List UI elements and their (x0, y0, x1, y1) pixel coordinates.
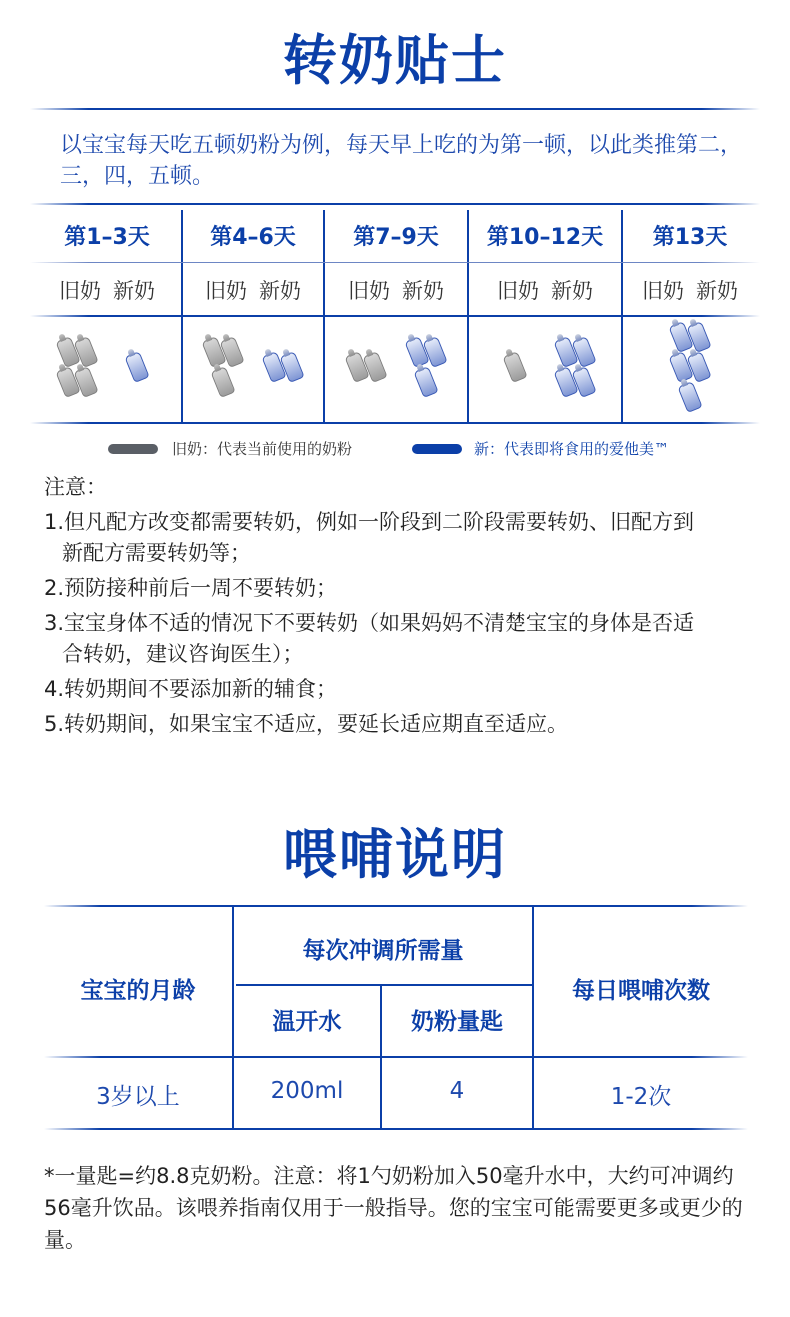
divider (30, 315, 760, 317)
old-new-labels (32, 275, 182, 305)
notes-heading: 注意： (44, 475, 107, 499)
row-water: 200ml (270, 1078, 344, 1104)
old-label: 旧奶 (205, 279, 247, 303)
note-item-2: 2.预防接种前后一周不要转奶； (44, 576, 338, 600)
new-label: 新奶 (551, 279, 593, 303)
old-bottle-icon (210, 366, 235, 398)
old-new-labels (182, 275, 324, 305)
intro-text: 以宝宝每天吃五顿奶粉为例，每天早上吃的为第一顿，以此类推第二，三，四，五顿。 (60, 133, 743, 189)
note-item-3: 3.宝宝身体不适的情况下不要转奶（如果妈妈不清楚宝宝的身体是否适 (44, 611, 695, 635)
old-bottles (492, 353, 538, 381)
col-amount-header: 每次冲调所需量 (302, 938, 464, 964)
day-header: 第13天 (652, 225, 728, 250)
notes-block (44, 472, 754, 744)
bottle-group (468, 332, 622, 402)
old-label: 旧奶 (59, 279, 101, 303)
divider (30, 422, 760, 424)
old-label: 旧奶 (497, 279, 539, 303)
bottle-group (182, 332, 324, 402)
bottle-group (32, 332, 182, 402)
legend-new-swatch (412, 444, 462, 454)
old-bottles (54, 338, 100, 396)
bottle-group (622, 332, 758, 402)
note-item-3-cont: 合转奶，建议咨询医生）； (62, 642, 304, 666)
day-header: 第10–12天 (486, 225, 604, 250)
day-header: 第7–9天 (353, 225, 439, 250)
day-header: 第4–6天 (210, 225, 296, 250)
row-scoops: 4 (449, 1078, 465, 1104)
legend-old-text: 旧奶：代表当前使用的奶粉 (172, 440, 353, 458)
old-new-labels (622, 275, 758, 305)
old-label: 旧奶 (642, 279, 684, 303)
new-bottles (260, 353, 306, 381)
row-times: 1-2次 (610, 1084, 672, 1110)
divider (30, 203, 760, 205)
bottle-group (324, 332, 468, 402)
feeding-title: 喂哺说明 (283, 823, 507, 886)
divider (44, 905, 748, 907)
new-label: 新奶 (259, 279, 301, 303)
divider (236, 984, 532, 986)
day-header: 第1–3天 (64, 225, 150, 250)
old-new-labels (468, 275, 622, 305)
new-bottles (552, 338, 598, 396)
col-scoops-header: 奶粉量匙 (411, 1009, 503, 1035)
new-bottles (403, 338, 449, 396)
note-item-5: 5.转奶期间，如果宝宝不适应，要延长适应期直至适应。 (44, 712, 569, 736)
note-item-4: 4.转奶期间不要添加新的辅食； (44, 677, 338, 701)
old-new-labels (324, 275, 468, 305)
new-label: 新奶 (402, 279, 444, 303)
note-item-1-cont: 新配方需要转奶等； (62, 541, 251, 565)
divider (30, 108, 760, 110)
old-bottle-icon (502, 351, 527, 383)
tips-title: 转奶贴士 (283, 29, 507, 92)
old-label: 旧奶 (348, 279, 390, 303)
legend-new-text: 新：代表即将食用的爱他美™ (474, 440, 670, 458)
col-water-header: 温开水 (272, 1009, 342, 1035)
divider (30, 262, 760, 263)
new-bottle-icon (677, 381, 702, 413)
col-age-header: 宝宝的月龄 (80, 978, 196, 1004)
new-bottle-icon (413, 366, 438, 398)
old-bottles (200, 338, 246, 396)
new-label: 新奶 (113, 279, 155, 303)
new-label: 新奶 (696, 279, 738, 303)
legend-old-swatch (108, 444, 158, 454)
old-bottles (343, 353, 389, 381)
new-bottles (667, 323, 713, 411)
divider (44, 1128, 748, 1130)
footnote: *一量匙=约8.8克奶粉。注意：将1勺奶粉加入50毫升水中，大约可冲调约56毫升饮品。该喂养指南仅用于一般指导。您的宝宝可能需要更多或更少的量。 (44, 1164, 743, 1252)
row-age: 3岁以上 (96, 1084, 180, 1110)
note-item-1: 1.但凡配方改变都需要转奶，例如一阶段到二阶段需要转奶、旧配方到 (44, 510, 695, 534)
divider (44, 1056, 748, 1058)
new-bottles (114, 353, 160, 381)
new-bottle-icon (124, 351, 149, 383)
col-times-header: 每日喂哺次数 (572, 978, 710, 1004)
